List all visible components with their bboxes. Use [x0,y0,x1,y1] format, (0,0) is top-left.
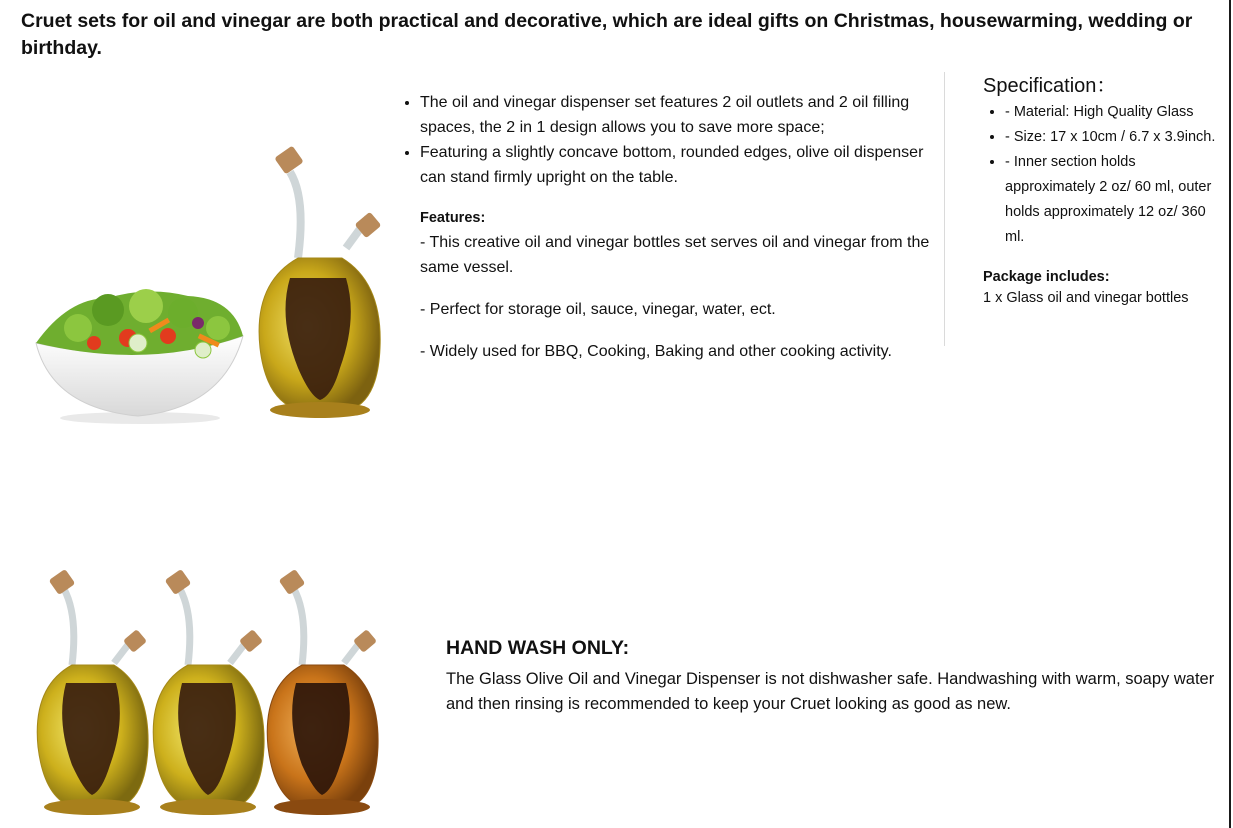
features-heading: Features: [420,210,486,226]
specification-item: • - Inner section holds approximately 2 oz/ 60 ml, outer holds approximately 12 oz/ 360 ml. [1005,150,1228,250]
dispenser-illustration-yellow-2 [153,569,264,815]
description-bullet-list [400,90,945,190]
specification-panel [983,72,1228,308]
hand-wash-section [446,634,1226,717]
feature-line: - Perfect for storage oil, sauce, vinegar, water, ect. [420,301,776,318]
package-heading: Package includes: [983,269,1110,285]
hand-wash-text: The Glass Olive Oil and Vinegar Dispenser is not dishwasher safe. Handwashing with warm, soapy water and then rinsing is recommended to keep your Cruet looking as good as new. [446,670,1215,713]
oil-vinegar-dispenser-illustration [259,145,381,418]
hand-wash-title: HAND WASH ONLY: [446,637,630,659]
dispenser-illustration-amber [267,569,378,815]
package-contents: 1 x Glass oil and vinegar bottles [983,290,1189,306]
page-headline: Cruet sets for oil and vinegar are both practical and decorative, which are ideal gifts on Christmas, housewarming, wedding or birthday. [21,10,1193,59]
column-divider [944,72,945,346]
product-image-salad-and-dispenser [28,138,400,440]
dispenser-illustration-yellow-1 [37,569,148,815]
specification-title: Specification： [983,75,1117,97]
specification-item: • - Material: High Quality Glass [1005,100,1228,125]
salad-bowl-illustration [36,289,243,424]
specification-item: • - Size: 17 x 10cm / 6.7 x 3.9inch. [1005,125,1228,150]
right-edge-border [1229,0,1231,828]
description-bullet: • The oil and vinegar dispenser set features 2 oil outlets and 2 oil filling spaces, the 2 in 1 design allows you to save more space; [420,90,945,140]
feature-line: - Widely used for BBQ, Cooking, Baking and other cooking activity. [420,343,892,360]
product-description [400,90,945,364]
product-image-three-dispensers [22,565,400,825]
specification-list [983,100,1228,250]
description-bullet: • Featuring a slightly concave bottom, rounded edges, olive oil dispenser can stand firmly upright on the table. [420,140,945,190]
feature-line: - This creative oil and vinegar bottles set serves oil and vinegar from the same vessel. [420,234,930,276]
